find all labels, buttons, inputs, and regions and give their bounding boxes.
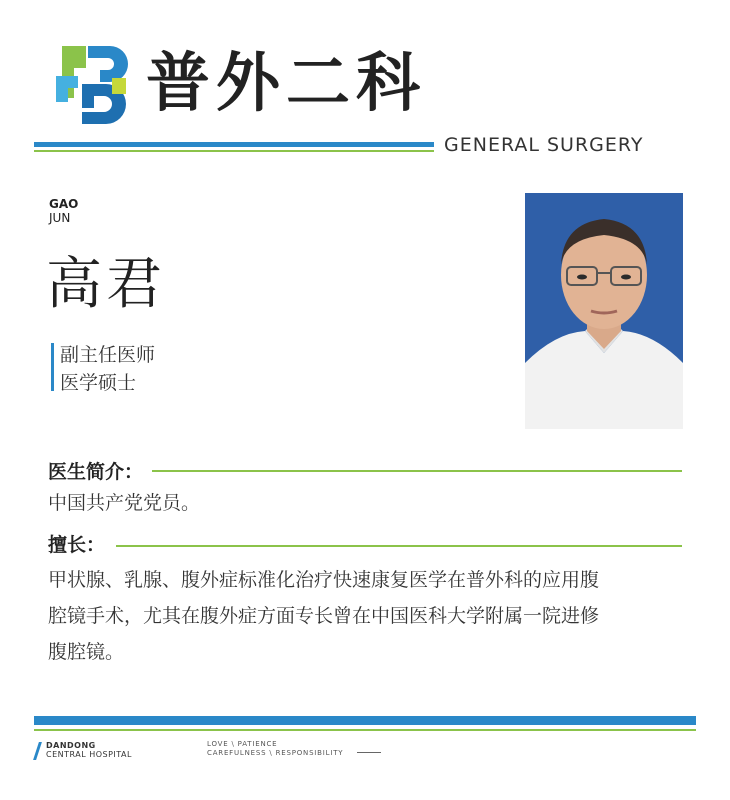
- department-title: 普外二科: [146, 47, 426, 121]
- department-title-en: GENERAL SURGERY: [444, 134, 644, 156]
- hospital-logo-icon: [52, 42, 130, 124]
- intro-label: 医生简介：: [48, 461, 144, 483]
- footer-motto-line-2: CAREFULNESS \ RESPONSIBILITY: [207, 749, 344, 757]
- footer-slash-icon: [33, 742, 42, 760]
- footer-hospital-subname: CENTRAL HOSPITAL: [46, 750, 132, 759]
- specialty-text-line-1: 甲状腺、乳腺、腹外症标准化治疗快速康复医学在普外科的应用腹: [48, 569, 600, 591]
- footer-dash: [357, 752, 381, 753]
- footer-hospital-name: DANDONG: [46, 741, 96, 750]
- specialty-text-line-3: 腹腔镜。: [48, 641, 125, 663]
- footer-motto-line-1: LOVE \ PATIENCE: [207, 740, 278, 748]
- doctor-title-professional: 副主任医师: [60, 344, 156, 366]
- intro-divider: [152, 470, 682, 472]
- specialty-divider: [116, 545, 682, 547]
- title-accent-bar: [51, 343, 54, 391]
- specialty-label: 擅长：: [48, 534, 106, 556]
- header-divider-green: [34, 150, 434, 152]
- footer-bar-green: [34, 729, 696, 731]
- doctor-name: 高君: [46, 252, 166, 317]
- specialty-text-line-2: 腔镜手术，尤其在腹外症方面专长曾在中国医科大学附属一院进修: [48, 605, 600, 627]
- header-divider-blue: [34, 142, 434, 147]
- intro-text: 中国共产党党员。: [48, 492, 201, 514]
- doctor-title-degree: 医学硕士: [60, 372, 137, 394]
- footer-bar-blue: [34, 716, 696, 725]
- doctor-pinyin-surname: GAO: [49, 197, 79, 211]
- doctor-pinyin-given: JUN: [49, 211, 71, 225]
- doctor-photo: [525, 193, 683, 429]
